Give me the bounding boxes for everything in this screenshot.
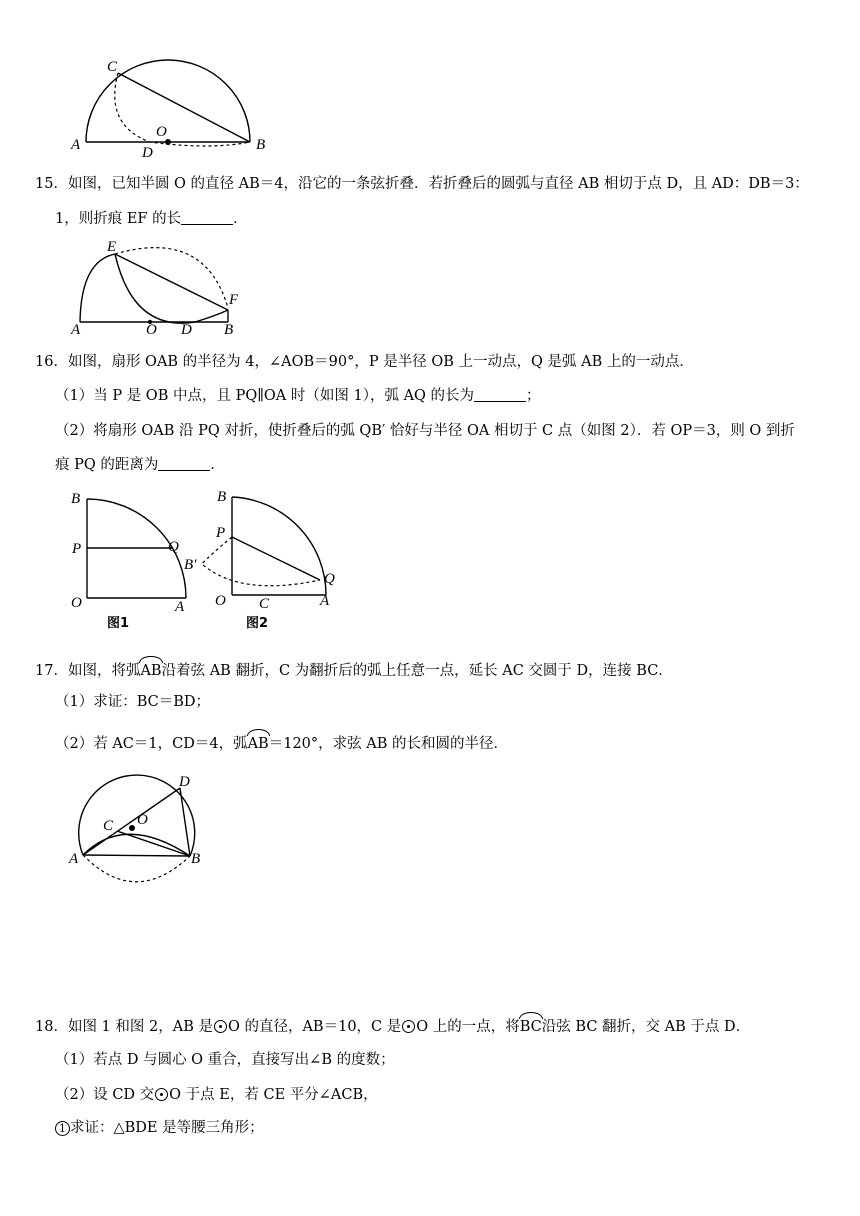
- caption-figure-2: 图2: [246, 616, 269, 631]
- q16-line3: （2）将扇形 OAB 沿 PQ 对折，使折叠后的弧 QB′ 恰好与半径 OA 相切于 C 点（如图 2）．若 OP＝3，则 O 到折: [55, 423, 795, 439]
- label-o: O: [71, 595, 82, 611]
- answer-blank: [474, 387, 526, 402]
- label-a: A: [69, 851, 79, 867]
- lower-arc-dashed: [83, 855, 190, 882]
- q16-line2-end: ；: [526, 388, 541, 404]
- folded-arc: [115, 254, 228, 323]
- segment-ad: [83, 788, 180, 855]
- caption-figure-1: 图1: [107, 616, 130, 631]
- q18-l1d: 沿弦 BC 翻折，交 AB 于点 D．: [541, 1019, 751, 1035]
- label-a: A: [175, 599, 185, 615]
- q18-line2: （1）若点 D 与圆心 O 重合，直接写出∠B 的度数；: [55, 1052, 395, 1068]
- center-o-dot: [129, 825, 135, 831]
- label-f: F: [229, 292, 239, 308]
- q16-line4: [55, 455, 225, 475]
- label-p: P: [72, 541, 82, 557]
- arc-bc-symbol: BC: [520, 1014, 542, 1037]
- answer-blank: [158, 456, 210, 471]
- q16-line1: 16．如图，扇形 OAB 的半径为 4，∠AOB＝90°，P 是半径 OB 上一动点，Q 是弧 AB 上的一动点．: [35, 354, 694, 370]
- figure-15-folded-semicircle: [65, 236, 250, 336]
- circle-dot-symbol: [155, 1088, 168, 1101]
- segment-db: [180, 788, 190, 856]
- label-a: A: [320, 593, 330, 609]
- figure-16-1: [65, 487, 195, 632]
- answer-blank: [181, 210, 233, 225]
- label-b: B: [256, 137, 266, 153]
- label-o: O: [215, 593, 226, 609]
- q15-line2: [55, 209, 248, 229]
- label-b: B: [191, 851, 201, 867]
- q18-l3b: O 于点 E，若 CE 平分∠ACB，: [169, 1087, 378, 1103]
- figure-16-2: [180, 487, 350, 632]
- fold-ef: [115, 254, 228, 310]
- label-q: Q: [324, 571, 335, 587]
- q18-l3a: （2）设 CD 交: [55, 1087, 155, 1103]
- q15-line1: 15．如图，已知半圆 O 的直径 AB＝4，沿它的一条弦折叠．若折叠后的圆弧与直径 AB 相切于点 D，且 AD：DB＝3：: [35, 176, 809, 192]
- q18-l1c: O 上的一点，将: [416, 1019, 520, 1035]
- q17-l3b: ＝120°，求弦 AB 的长和圆的半径．: [268, 736, 508, 752]
- q18-l4: 求证：△BDE 是等腰三角形；: [70, 1120, 264, 1136]
- label-d: D: [181, 322, 192, 336]
- q17-l1a: 17．如图，将弧: [35, 663, 141, 679]
- q17-line1: [35, 658, 673, 681]
- label-b: B: [224, 322, 234, 336]
- label-a: A: [71, 137, 81, 153]
- circled-number: 1: [55, 1121, 70, 1136]
- q16-line2: [55, 386, 541, 406]
- label-e: E: [107, 239, 117, 255]
- label-c: C: [107, 59, 118, 75]
- q18-l1a: 18．如图 1 和图 2，AB 是: [35, 1019, 213, 1035]
- original-arc-dashed: [115, 248, 228, 308]
- label-b: B: [217, 489, 227, 505]
- label-q: Q: [168, 539, 179, 555]
- label-d: D: [179, 774, 190, 790]
- label-o: O: [156, 124, 167, 140]
- circle-dot-symbol: [402, 1020, 415, 1033]
- chord-cb: [118, 73, 250, 142]
- figure-14-semicircle: [60, 55, 280, 160]
- arc-ab-symbol: AB: [140, 658, 161, 681]
- chord-ab: [83, 855, 190, 856]
- q16-line4-end: ．: [210, 457, 225, 473]
- label-bprime: B′: [184, 557, 197, 573]
- label-p: P: [216, 525, 226, 541]
- label-d: D: [142, 145, 153, 160]
- label-c: C: [103, 818, 114, 834]
- q15-end: ．: [233, 211, 248, 227]
- q17-l3a: （2）若 AC＝1，CD＝4，弧: [55, 736, 248, 752]
- q18-l1b: O 的直径，AB＝10，C 是: [227, 1019, 402, 1035]
- folded-arc-dashed: [202, 537, 320, 586]
- label-c: C: [259, 596, 270, 612]
- q18-line3: [55, 1085, 378, 1105]
- arc-ab: [232, 497, 326, 595]
- label-o: O: [137, 812, 148, 828]
- q15-line2-text: 1，则折痕 EF 的长: [55, 211, 182, 227]
- arc-ae: [80, 254, 115, 322]
- q17-line2: （1）求证：BC＝BD；: [55, 694, 211, 710]
- arc-ab-symbol: AB: [248, 731, 269, 754]
- q18-line4: [55, 1118, 264, 1138]
- q17-line3: [55, 731, 508, 754]
- q16-line4-text: 痕 PQ 的距离为: [55, 457, 159, 473]
- fold-pq: [232, 537, 320, 580]
- q17-l1b: 沿着弦 AB 翻折，C 为翻折后的弧上任意一点，延长 AC 交圆于 D，连接 BC．: [161, 663, 673, 679]
- figure-17-circle: [65, 768, 225, 893]
- label-b: B: [71, 491, 81, 507]
- label-o: O: [146, 322, 157, 336]
- q18-line1: [35, 1014, 750, 1037]
- label-a: A: [71, 322, 81, 336]
- q16-line2-text: （1）当 P 是 OB 中点，且 PQ∥OA 时（如图 1），弧 AQ 的长为: [55, 388, 475, 404]
- folded-arc: [115, 73, 250, 146]
- segment-cb: [117, 831, 190, 856]
- circle-dot-symbol: [214, 1020, 227, 1033]
